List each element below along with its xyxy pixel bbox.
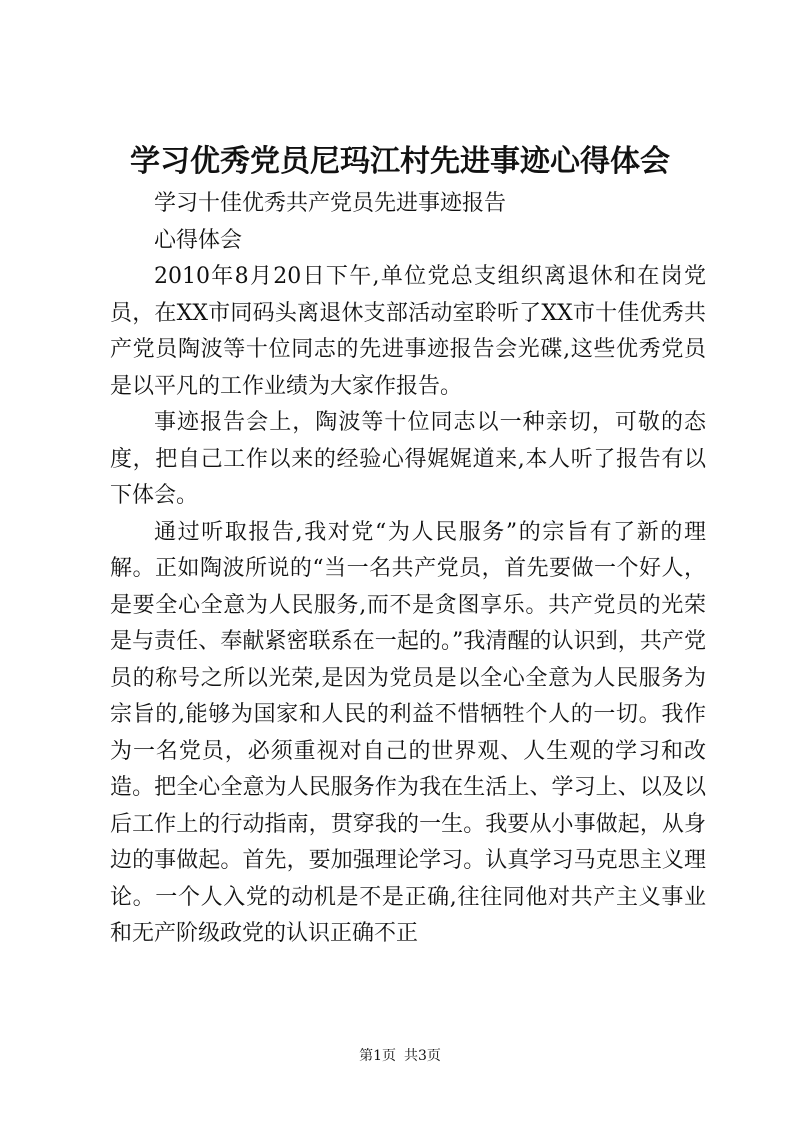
paragraph-subtitle: 学习十佳优秀共产党员先进事迹报告 [154, 191, 507, 216]
page-footer [0, 1046, 800, 1066]
paragraph: 2010年8月20日下午,单位党总支组织离退休和在岗党员，在XX市同码头离退休支部活动室聆听了XX市十佳优秀共产党员陶波等十位同志的先进事迹报告会光碟,这些优秀党员是以平凡的工作业绩为大家作报告。 [110, 264, 706, 399]
page-number: 第1页 [359, 1048, 396, 1064]
paragraph: 通过听取报告,我对党“为人民服务”的宗旨有了新的理解。正如陶波所说的“当一名共产党员，首先要做一个好人，是要全心全意为人民服务,而不是贪图享乐。共产党员的光荣是与责任、奉献紧密联系在一起的。”我清醒的认识到，共产党员的称号之所以光荣,是因为党员是以全心全意为人民服务为宗旨的,能够为国家和人民的利益不惜牺牲个人的一切。我作为一名党员，必须重视对自己的世界观、人生观的学习和改造。把全心全意为人民服务作为我在生活上、学习上、以及以后工作上的行动指南，贯穿我的一生。我要从小事做起，从身边的事做起。首先，要加强理论学习。认真学习马克思主义理论。一个人入党的动机是不是正确,往往同他对共产主义事业和无产阶级政党的认识正确不正 [110, 519, 706, 946]
paragraph: 事迹报告会上，陶波等十位同志以一种亲切，可敬的态度，把自己工作以来的经验心得娓娓道来,本人听了报告有以下体会。 [110, 410, 706, 508]
document-body [110, 186, 706, 953]
paragraph-subtitle-2: 心得体会 [154, 227, 243, 253]
document-title: 学习优秀党员尼玛江村先进事迹心得体会 [130, 144, 670, 179]
page-total: 共3页 [404, 1048, 441, 1064]
